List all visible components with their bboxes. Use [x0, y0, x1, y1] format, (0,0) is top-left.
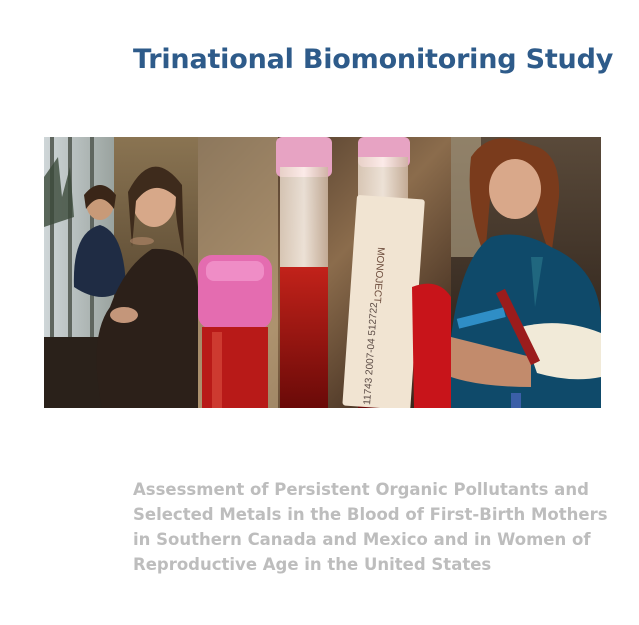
subtitle-line: Reproductive Age in the United States [133, 555, 492, 574]
blood-sample-tubes-photo [198, 137, 451, 408]
subtitle-line: in Southern Canada and Mexico and in Women of [133, 530, 591, 549]
subtitle-line: Selected Metals in the Blood of First-Birth Mothers [133, 505, 608, 524]
document-title: Trinational Biomonitoring Study [133, 44, 614, 75]
pregnant-women-photo [44, 137, 198, 408]
tube-label-brand: MONOJECT [371, 246, 386, 304]
tube-label-code: 11743 2007-04 512722 [362, 301, 381, 406]
photo-banner [44, 137, 601, 408]
document-subtitle [133, 477, 613, 577]
subtitle-line: Assessment of Persistent Organic Pollutants and [133, 480, 589, 499]
blood-draw-photo [451, 137, 601, 408]
